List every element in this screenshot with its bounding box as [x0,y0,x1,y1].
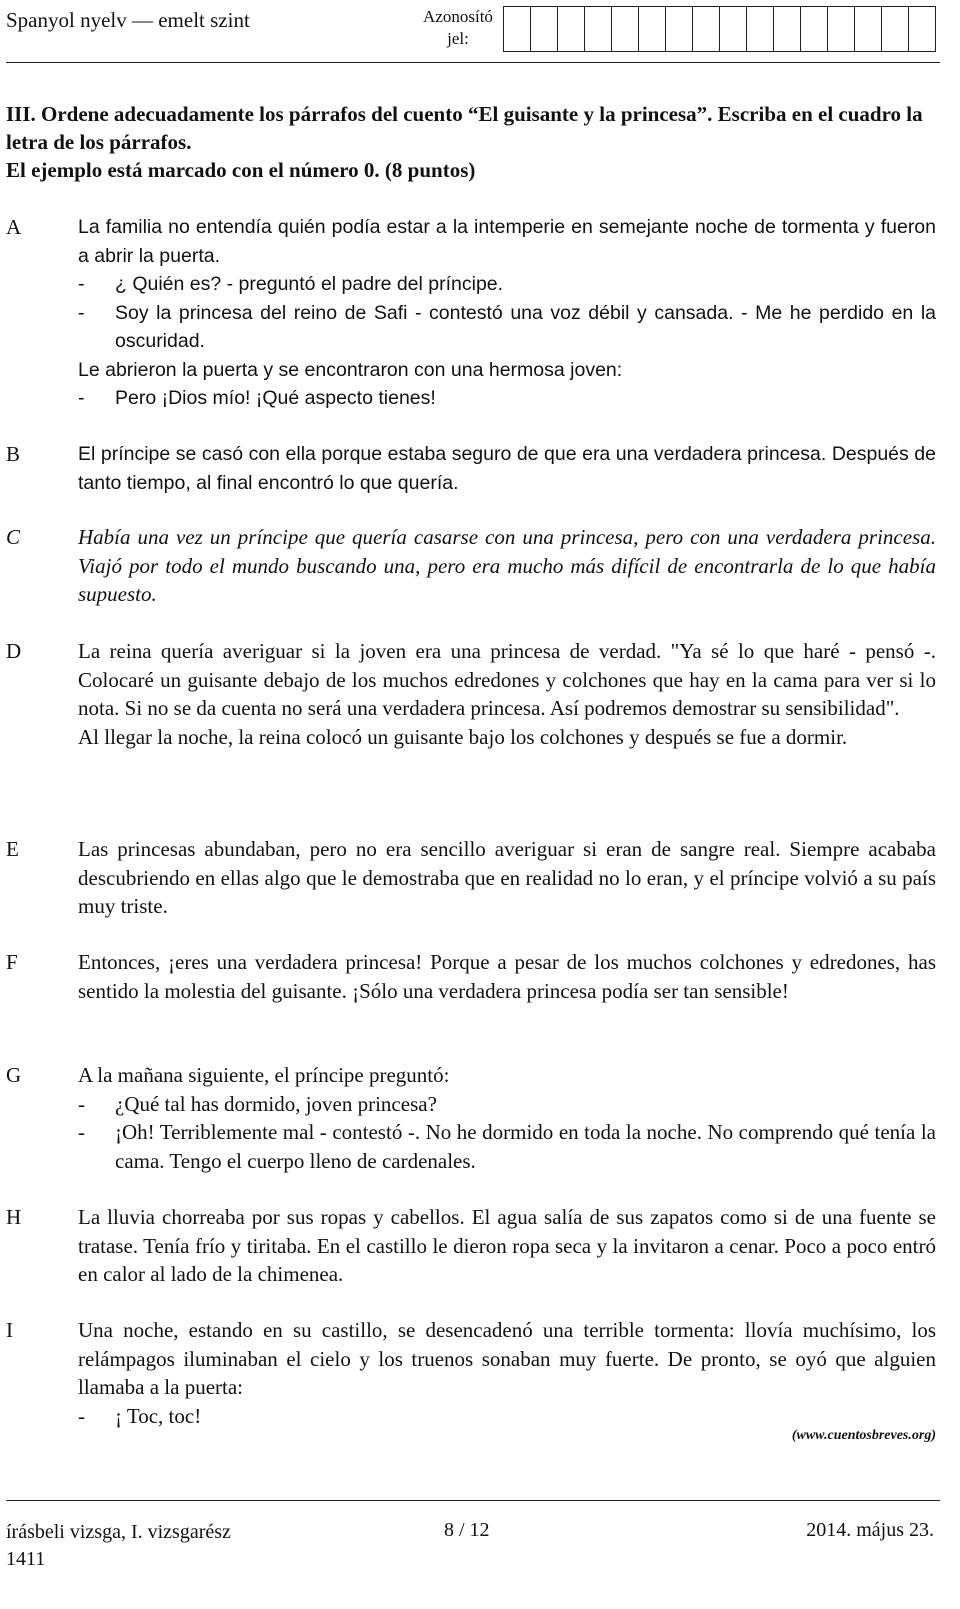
paragraph-text [78,637,936,751]
id-box[interactable] [827,6,855,52]
id-box[interactable] [746,6,774,52]
paragraph-text: Las princesas abundaban, pero no era sencillo averiguar si eran de sangre real. Siempre acababa descubriendo en ellas algo que le demostraba que en realidad no lo eran, y el príncipe volvió a su país muy triste. [78,837,936,918]
section-title-line-1: III. Ordene adecuadamente los párrafos del cuento “El guisante y la princesa”. Escriba en el cuadro la letra de los párrafos. [6,102,923,154]
id-label-line-2: jel: [447,29,469,48]
text-line: Le abrieron la puerta y se encontraron con una hermosa joven: [78,358,623,381]
paragraph-letter: A [6,215,22,239]
paragraph-text [78,1316,936,1430]
paragraph-b [6,440,936,497]
paragraph-text [78,1061,936,1175]
id-box[interactable] [800,6,828,52]
text-line: La reina quería averiguar si la joven era una princesa de verdad. "Ya sé lo que haré - pensó -. Colocaré un guisante debajo de los muchos edredones y colchones que hay en la cama para ver si lo nota. Si no se da cuenta no será una verdadera princesa. Así podremos demostrar su sensibilidad". [78,639,936,720]
id-box[interactable] [881,6,909,52]
paragraph-letter: B [6,442,21,466]
page-number: 8 / 12 [444,1519,490,1541]
paragraph-letter: E [6,837,19,861]
id-box[interactable] [908,6,936,52]
paragraph-letter: F [6,950,18,974]
text-line: La familia no entendía quién podía estar a la intemperie en semejante noche de tormenta y fueron a abrir la puerta. [78,216,936,267]
dialogue-text: ¿ Quién es? - preguntó el padre del príncipe. [115,273,504,295]
paragraph-text: Había una vez un príncipe que quería casarse con una princesa, pero con una verdadera princesa. Viajó por todo el mundo buscando una, pero era mucho más difícil de encontrarla de lo que había supuesto. [78,525,936,606]
paragraph-g [6,1061,936,1175]
id-label [418,6,498,50]
section-title [6,100,936,184]
dash: - [78,273,85,295]
paragraph-e [6,835,936,921]
dialogue-text: Pero ¡Dios mío! ¡Qué aspecto tienes! [115,387,436,409]
id-box[interactable] [773,6,801,52]
paragraph-letter: C [6,525,21,549]
text-line: Una noche, estando en su castillo, se desencadenó una terrible tormenta: llovía muchísimo, los relámpagos iluminaban el cielo y los truenos sonaban muy fuerte. De pronto, se oyó que alguien llamaba a la puerta: [78,1318,936,1399]
id-box[interactable] [503,6,531,52]
dialogue-text: ¡Oh! Terriblemente mal - contestó -. No he dormido en toda la noche. No comprendo qué tenía la cama. Tengo el cuerpo lleno de cardenales. [115,1120,936,1173]
source-link: (www.cuentosbreves.org) [791,1428,936,1443]
id-box[interactable] [692,6,720,52]
dash: - [78,1120,85,1144]
paragraph-h [6,1203,936,1289]
text-line: Al llegar la noche, la reina colocó un guisante bajo los colchones y después se fue a dormir. [78,724,848,749]
id-box[interactable] [665,6,693,52]
dialogue-line [78,270,936,299]
dialogue-line [78,384,936,413]
paragraph-d [6,637,936,751]
paragraph-letter: D [6,639,22,663]
exam-date: 2014. május 23. [806,1519,934,1541]
exam-part: írásbeli vizsga, I. vizsgarész [6,1521,231,1543]
paragraph-a [6,213,936,413]
exam-code: 1411 [6,1548,46,1570]
id-box[interactable] [638,6,666,52]
paragraph-letter: I [6,1318,13,1342]
dash: - [78,301,85,324]
dash: - [78,387,85,409]
dialogue-text: ¿Qué tal has dormido, joven princesa? [115,1091,437,1116]
id-box[interactable] [611,6,639,52]
page-footer [6,1500,940,1570]
paragraph-letter: H [6,1205,22,1229]
paragraph-i [6,1316,936,1430]
id-boxes[interactable] [504,6,936,52]
paragraph-text: El príncipe se casó con ella porque estaba seguro de que era una verdadera princesa. Después de tanto tiempo, al final encontró lo que quería. [78,443,936,494]
dialogue-text: Soy la princesa del reino de Safi - contestó una voz débil y cansada. - Me he perdido en la oscuridad. [115,301,936,352]
exam-subject: Spanyol nyelv — emelt szint [6,8,250,32]
dash: - [78,1091,85,1116]
dialogue-line [78,1118,936,1175]
section-title-line-2: El ejemplo está marcado con el número 0. (8 puntos) [6,158,476,182]
id-box[interactable] [530,6,558,52]
paragraph-text [78,213,936,413]
footer-left [6,1519,231,1573]
dialogue-text: ¡ Toc, toc! [115,1403,202,1428]
paragraph-f [6,948,936,1005]
paragraph-letter: G [6,1063,22,1087]
id-label-line-1: Azonosító [423,7,493,26]
id-box[interactable] [584,6,612,52]
id-box[interactable] [719,6,747,52]
id-box[interactable] [557,6,585,52]
text-line: A la mañana siguiente, el príncipe preguntó: [78,1063,450,1087]
dialogue-line [78,1090,936,1119]
paragraph-text: La lluvia chorreaba por sus ropas y cabellos. El agua salía de sus zapatos como si de una fuente se tratase. Tenía frío y tiritaba. En el castillo le dieron ropa seca y la invitaron a cenar. Poco a poco entró en calor al lado de la chimenea. [78,1205,936,1286]
paragraph-c [6,523,936,609]
dialogue-line [78,299,936,356]
paragraph-text: Entonces, ¡eres una verdadera princesa! Porque a pesar de los muchos colchones y edredones, has sentido la molestia del guisante. ¡Sólo una verdadera princesa podía ser tan sensible! [78,950,936,1003]
dash: - [78,1403,85,1428]
page-header [6,0,940,63]
dialogue-line [78,1402,936,1431]
id-box[interactable] [854,6,882,52]
